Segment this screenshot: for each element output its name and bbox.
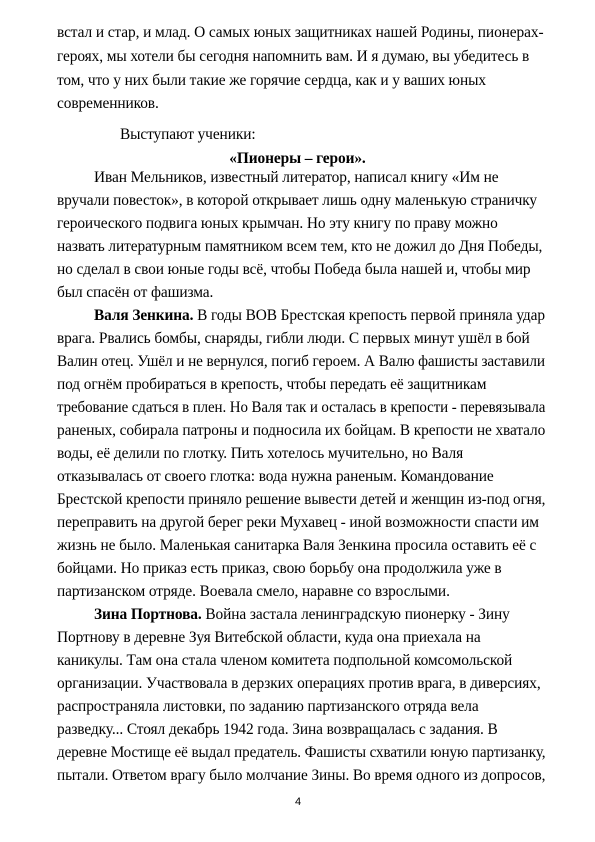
valya-first-line [94, 305, 545, 327]
intro-line: современников. [57, 95, 159, 112]
valya-line: жизнь не было. Маленькая санитарка Валя Зенкина просила оставить её с [57, 537, 537, 554]
zina-name: Зина Портнова. [94, 606, 202, 623]
valya-line: отказывалась от своего глотка: вода нужна раненым. Командование [57, 468, 494, 485]
valya-first-line-text: В годы ВОВ Брестская крепость первой приняла удар [193, 307, 545, 324]
valya-line: Валин отец. Ушёл и не вернулся, погиб героем. А Валю фашисты заставили [57, 353, 545, 370]
melnikov-line: героического подвига юных крымчан. Но эту книгу по праву можно [57, 215, 498, 232]
valya-line: врага. Рвались бомбы, снаряды, гибли люди. С первых минут ушёл в бой [57, 330, 530, 347]
melnikov-line: вручали повесток», в которой открывает лишь одну маленькую страничку [57, 192, 537, 209]
valya-line: бойцами. Но приказ есть приказ, свою борьбу она продолжила уже в [57, 560, 502, 577]
valya-line: переправить на другой берег реки Мухавец - иной возможности спасти им [57, 514, 539, 531]
speakers-note: Выступают ученики: [120, 126, 256, 143]
section-title: «Пионеры – герои». [229, 150, 366, 167]
valya-line: воды, её делили по глотку. Пить хотелось мучительно, но Валя [57, 445, 464, 462]
intro-line: героях, мы хотели бы сегодня напомнить вам. И я думаю, вы убедитесь в [57, 48, 530, 65]
valya-name: Валя Зенкина. [94, 307, 194, 324]
zina-line: деревне Мостище её выдал предатель. Фашисты схватили юную партизанку, [57, 744, 546, 761]
zina-line: Портнову в деревне Зуя Витебской области, куда она приехала на [57, 629, 481, 646]
intro-line: встал и стар, и млад. О самых юных защитниках нашей Родины, пионерах- [57, 24, 544, 41]
melnikov-line: был спасён от фашизма. [57, 284, 214, 301]
zina-line: каникулы. Там она стала членом комитета подпольной комсомольской [57, 652, 513, 669]
page-number: 4 [295, 796, 302, 808]
intro-line: том, что у них были такие же горячие сердца, как и у ваших юных [57, 72, 486, 89]
zina-first-line [94, 604, 510, 626]
valya-line: раненых, собирала патроны и подносила их бойцам. В крепости не хватало [57, 422, 546, 439]
zina-line: распространяла листовки, по заданию партизанского отряда вела [57, 698, 479, 715]
zina-line: организации. Участвовала в дерзких операциях против врага, в диверсиях, [57, 675, 541, 692]
valya-line: под огнём пробираться в крепость, чтобы передать её защитникам [57, 376, 487, 393]
valya-line: партизанском отряде. Воевала смело, наравне со взрослыми. [57, 583, 450, 600]
melnikov-line: Иван Мельников, известный литератор, написал книгу «Им не [94, 169, 499, 186]
zina-line: разведку... Стоял декабрь 1942 года. Зина возвращалась с задания. В [57, 721, 498, 738]
zina-first-line-text: Война застала ленинградскую пионерку - Зину [201, 606, 510, 623]
melnikov-line: назвать литературным памятником всем тем, кто не дожил до Дня Победы, [57, 238, 543, 255]
melnikov-line: но сделал в свои юные годы всё, чтобы Победа была нашей и, чтобы мир [57, 261, 531, 278]
zina-line: пытали. Ответом врагу было молчание Зины. Во время одного из допросов, [57, 767, 546, 784]
valya-line: требование сдаться в плен. Но Валя так и осталась в крепости - перевязывала [57, 399, 546, 416]
valya-line: Брестской крепости приняло решение вывести детей и женщин из-под огня, [57, 491, 546, 508]
